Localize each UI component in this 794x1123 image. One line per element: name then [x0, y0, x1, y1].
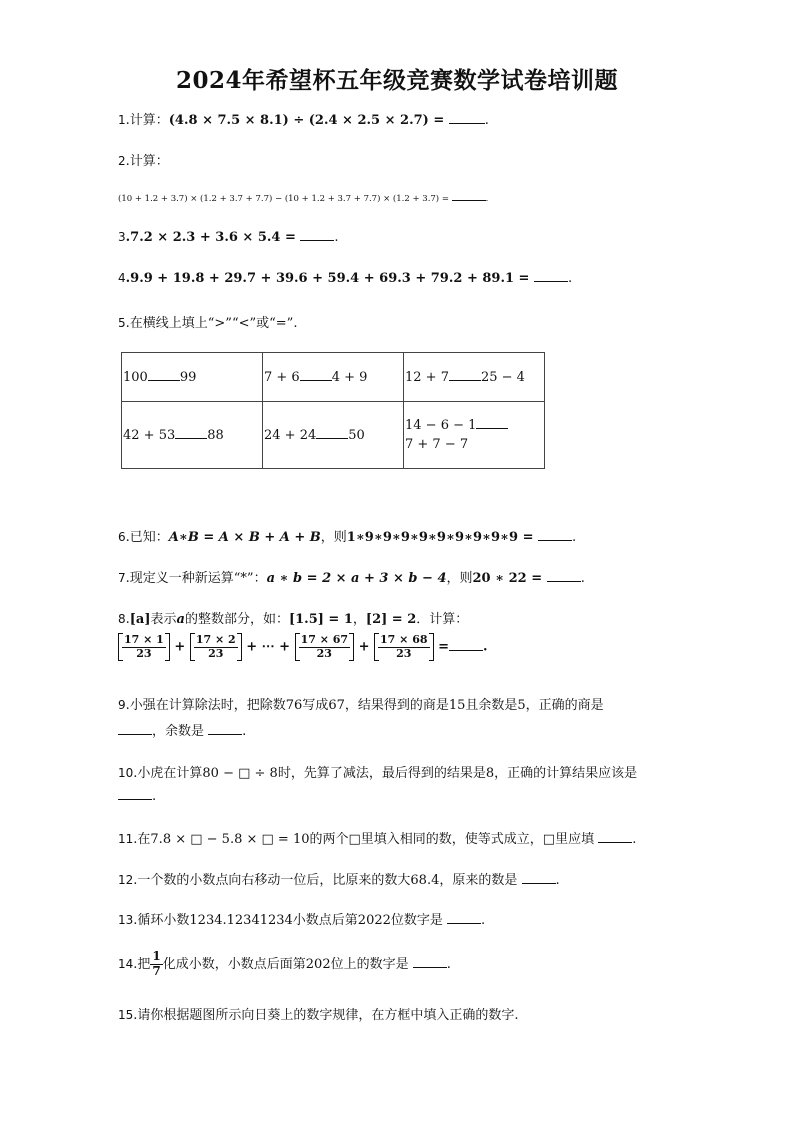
question-9-line-2: ，余数是 .	[118, 720, 246, 739]
answer-blank[interactable]	[208, 724, 242, 735]
question-12: 12.一个数的小数点向右移动一位后，比原来的数大68.4，原来的数是 .	[118, 873, 560, 888]
table-cell: 12 + 7 25 − 4	[404, 353, 545, 402]
page-title: 2024年希望杯五年级竞赛数学试卷培训题	[175, 67, 618, 94]
question-3: 3.7.2 × 2.3 + 3.6 × 5.4 = .	[118, 230, 339, 245]
question-8-expression: $\frac{17 \times 1}{23}$ + $\frac{17 \times 2}{23}$ + ⋯ + $\frac{17 \times 67}{23}$ + $\frac{17 \times 68}{23}$ = .	[118, 633, 488, 661]
answer-blank[interactable]	[316, 428, 348, 439]
answer-blank[interactable]	[148, 370, 180, 381]
answer-blank[interactable]	[449, 640, 483, 651]
question-11: 11.在7.8 × □ − 5.8 × □ = 10的两个□里填入相同的数，使等式成立，□里应填 .	[118, 832, 637, 847]
answer-blank[interactable]	[300, 230, 334, 241]
floor-bracket: $\frac{17 \times 2}{23}$	[190, 633, 242, 661]
table-cell: 7 + 6 4 + 9	[263, 353, 404, 402]
question-13: 13.循环小数1234.1234̇1234̇小数点后第2022位数字是 .	[118, 913, 486, 928]
question-5: 5.在横线上填上“>”“<”或“=”.	[118, 316, 298, 331]
answer-blank[interactable]	[447, 913, 481, 924]
floor-bracket: $\frac{17 \times 68}{23}$	[374, 633, 434, 661]
table-cell: 100 99	[122, 353, 263, 402]
table-cell: 42 + 53 88	[122, 402, 263, 469]
table-row	[122, 353, 545, 402]
floor-bracket: $\frac{17 \times 67}{23}$	[295, 633, 355, 661]
answer-blank[interactable]	[118, 789, 152, 800]
answer-blank[interactable]	[175, 428, 207, 439]
answer-blank[interactable]	[476, 418, 508, 429]
table-cell: 24 + 24 50	[263, 402, 404, 469]
answer-blank[interactable]	[538, 530, 572, 541]
answer-blank[interactable]	[522, 873, 556, 884]
answer-blank[interactable]	[534, 271, 568, 282]
answer-blank[interactable]	[452, 193, 486, 201]
question-6: 6.已知：A∗B = A × B + A + B，则1∗9∗9∗9∗9∗9∗9∗9∗9∗9 = .	[118, 530, 577, 545]
question-2: 2.计算：	[118, 154, 169, 169]
answer-blank[interactable]	[300, 370, 332, 381]
answer-blank[interactable]	[547, 571, 581, 582]
question-15: 15.请你根据题图所示向日葵上的数字规律，在方框中填入正确的数字.	[118, 1008, 519, 1023]
question-8: 8.[a]表示a的整数部分，如：[1.5] = 1，[2] = 2．计算：	[118, 612, 469, 627]
answer-blank[interactable]	[449, 113, 485, 124]
question-1: 1.计算：(4.8 × 7.5 × 8.1) ÷ (2.4 × 2.5 × 2.7) = .	[118, 113, 489, 128]
answer-blank[interactable]	[598, 832, 632, 843]
question-4: 4.9.9 + 19.8 + 29.7 + 39.6 + 59.4 + 69.3 + 79.2 + 89.1 = .	[118, 271, 573, 286]
question-2-expression: (10 + 1.2 + 3.7) × (1.2 + 3.7 + 7.7) − (10 + 1.2 + 3.7 + 7.7) × (1.2 + 3.7) = .	[118, 194, 489, 204]
question-10: 10.小虎在计算80 − □ ÷ 8时，先算了减法，最后得到的结果是8，正确的计算结果应该是	[118, 766, 638, 781]
floor-bracket: $\frac{17 \times 1}{23}$	[118, 633, 170, 661]
question-7: 7.现定义一种新运算“*”：a ∗ b = 2 × a + 3 × b − 4，则20 ∗ 22 = .	[118, 571, 585, 586]
answer-blank[interactable]	[413, 957, 447, 968]
answer-blank[interactable]	[118, 724, 152, 735]
comparison-table	[121, 352, 545, 469]
fraction: $\frac{1}{7}$	[152, 949, 161, 978]
question-14: 14.把 $\frac{1}{7}$ 化成小数，小数点后面第202位上的数字是 .	[118, 949, 451, 978]
question-9: 9.小强在计算除法时，把除数76写成67，结果得到的商是15且余数是5，正确的商是	[118, 698, 604, 713]
table-row	[122, 402, 545, 469]
answer-blank[interactable]	[449, 370, 481, 381]
question-10-line-2: .	[118, 789, 156, 804]
table-cell: 14 − 6 − 1 7 + 7 − 7	[404, 402, 545, 469]
